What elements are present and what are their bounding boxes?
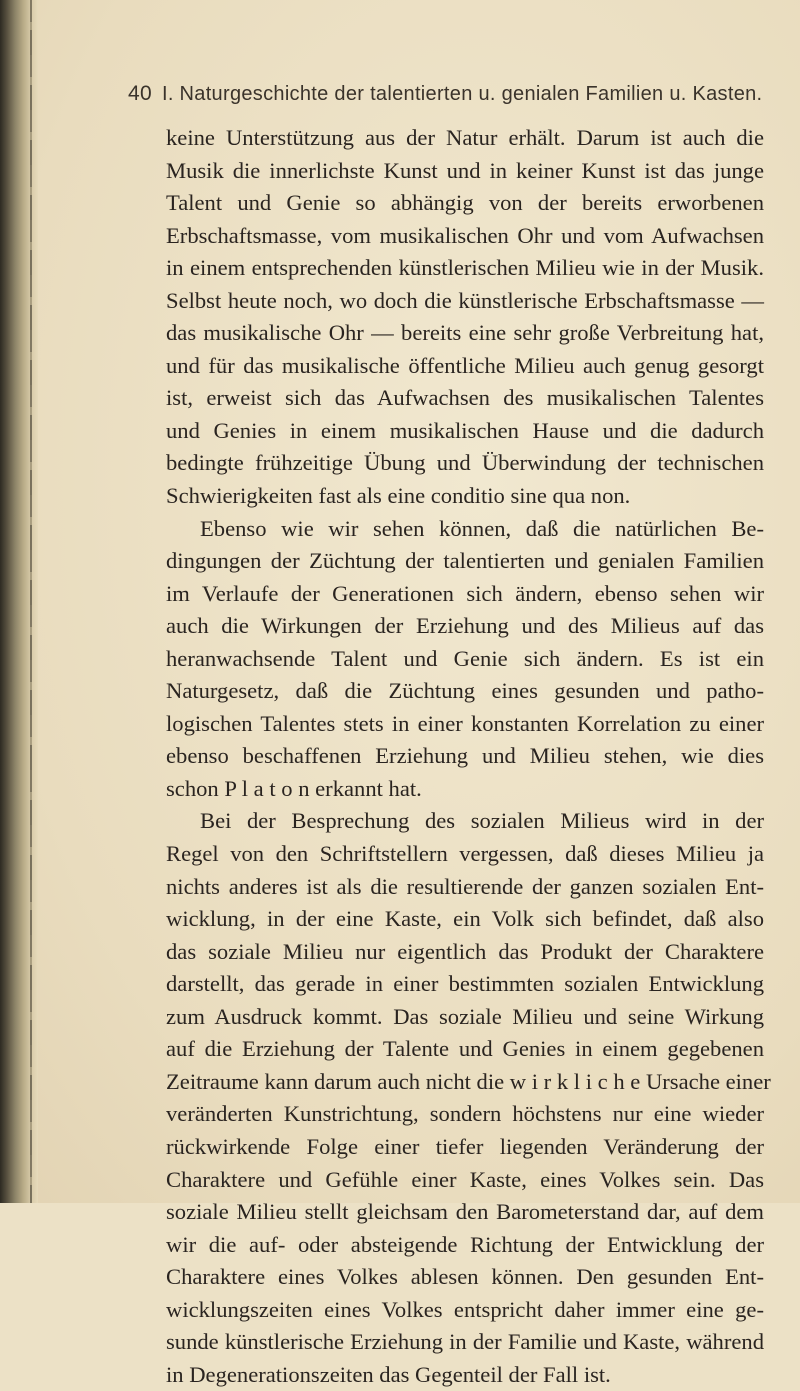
text-line: keine Unterstützung aus der Natur erhält. Darum ist auch die bbox=[166, 125, 764, 150]
text-line: auch die Wirkungen der Erziehung und des Milieus auf das bbox=[166, 613, 764, 639]
text-line: Charaktere und Gefühle einer Kaste, eines Volkes sein. Das bbox=[166, 1166, 764, 1192]
text-line: auf die Erziehung der Talente und Genies in einem gegebenen bbox=[166, 1036, 764, 1062]
text-line: heranwachsende Talent und Genie sich ändern. Es ist ein bbox=[166, 645, 764, 671]
text-line: wir die auf- oder absteigende Richtung der Entwicklung der bbox=[166, 1231, 764, 1257]
text-line: sunde künstlerische Erziehung in der Familie und Kaste, während bbox=[166, 1329, 764, 1355]
paragraph-start-line: Bei der Besprechung des sozialen Milieus wird in der bbox=[200, 808, 764, 834]
text-line: ist, erweist sich das Aufwachsen des musikalischen Talentes bbox=[166, 385, 764, 411]
text-line: wicklung, in der eine Kaste, ein Volk sich befindet, daß also bbox=[166, 906, 764, 932]
text-line: zum Ausdruck kommt. Das soziale Milieu und seine Wirkung bbox=[166, 1003, 764, 1029]
text-line: Talent und Genie so abhängig von der bereits erworbenen bbox=[166, 190, 764, 216]
paragraph-start-line: Ebenso wie wir sehen können, daß die natürlichen Be- bbox=[200, 515, 764, 541]
text-line: Musik die innerlichste Kunst und in keiner Kunst ist das junge bbox=[166, 157, 764, 183]
text-line: im Verlaufe der Generationen sich ändern, ebenso sehen wir bbox=[166, 580, 764, 606]
text-line: ebenso beschaffenen Erziehung und Milieu stehen, wie dies bbox=[166, 743, 764, 769]
running-header bbox=[128, 82, 768, 112]
body-text bbox=[166, 122, 771, 1391]
text-line: Charaktere eines Volkes ablesen können. Den gesunden Ent- bbox=[166, 1264, 764, 1290]
text-line: das musikalische Ohr — bereits eine sehr große Verbreitung hat, bbox=[166, 320, 764, 346]
page-number: 40 bbox=[128, 82, 152, 105]
text-line: soziale Milieu stellt gleichsam den Barometerstand dar, auf dem bbox=[166, 1199, 764, 1225]
text-line: und Genies in einem musikalischen Hause und die dadurch bbox=[166, 417, 764, 443]
text-line: veränderten Kunstrichtung, sondern höchstens nur eine wieder bbox=[166, 1101, 764, 1127]
paragraph-end-line: in Degenerationszeiten das Gegenteil der Fall ist. bbox=[166, 1361, 611, 1387]
text-line: wicklungszeiten eines Volkes entspricht daher immer eine ge- bbox=[166, 1296, 764, 1322]
text-line: dingungen der Züchtung der talentierten und genialen Familien bbox=[166, 548, 764, 574]
paragraph-end-line: Schwierigkeiten fast als eine conditio sine qua non. bbox=[166, 483, 631, 509]
text-line: logischen Talentes stets in einer konstanten Korrelation zu einer bbox=[166, 710, 764, 736]
text-line: Regel von den Schriftstellern vergessen, daß dieses Milieu ja bbox=[166, 841, 764, 867]
text-line: bedingte frühzeitige Übung und Überwindung der technischen bbox=[166, 450, 764, 476]
text-line: und für das musikalische öffentliche Milieu auch genug gesorgt bbox=[166, 352, 764, 378]
book-binding-edge bbox=[0, 0, 38, 1203]
text-line: darstellt, das gerade in einer bestimmten sozialen Entwicklung bbox=[166, 971, 764, 997]
text-line: rückwirkende Folge einer tiefer liegenden Veränderung der bbox=[166, 1133, 764, 1159]
text-line: das soziale Milieu nur eigentlich das Produkt der Charaktere bbox=[166, 938, 764, 964]
text-line: nichts anderes ist als die resultierende der ganzen sozialen Ent- bbox=[166, 873, 764, 899]
running-title: I. Naturgeschichte der talentierten u. genialen Familien u. Kasten. bbox=[161, 83, 763, 105]
paragraph-end-line: schon P l a t o n erkannt hat. bbox=[166, 775, 422, 801]
text-line: Naturgesetz, daß die Züchtung eines gesunden und patho- bbox=[166, 678, 764, 704]
text-line: in einem entsprechenden künstlerischen Milieu wie in der Musik. bbox=[166, 255, 764, 281]
text-line: Selbst heute noch, wo doch die künstlerische Erbschaftsmasse — bbox=[166, 287, 764, 313]
text-line: Erbschaftsmasse, vom musikalischen Ohr und vom Aufwachsen bbox=[166, 222, 764, 248]
text-line: Zeitraume kann darum auch nicht die w i r k l i c h e Ursache einer bbox=[166, 1068, 771, 1094]
